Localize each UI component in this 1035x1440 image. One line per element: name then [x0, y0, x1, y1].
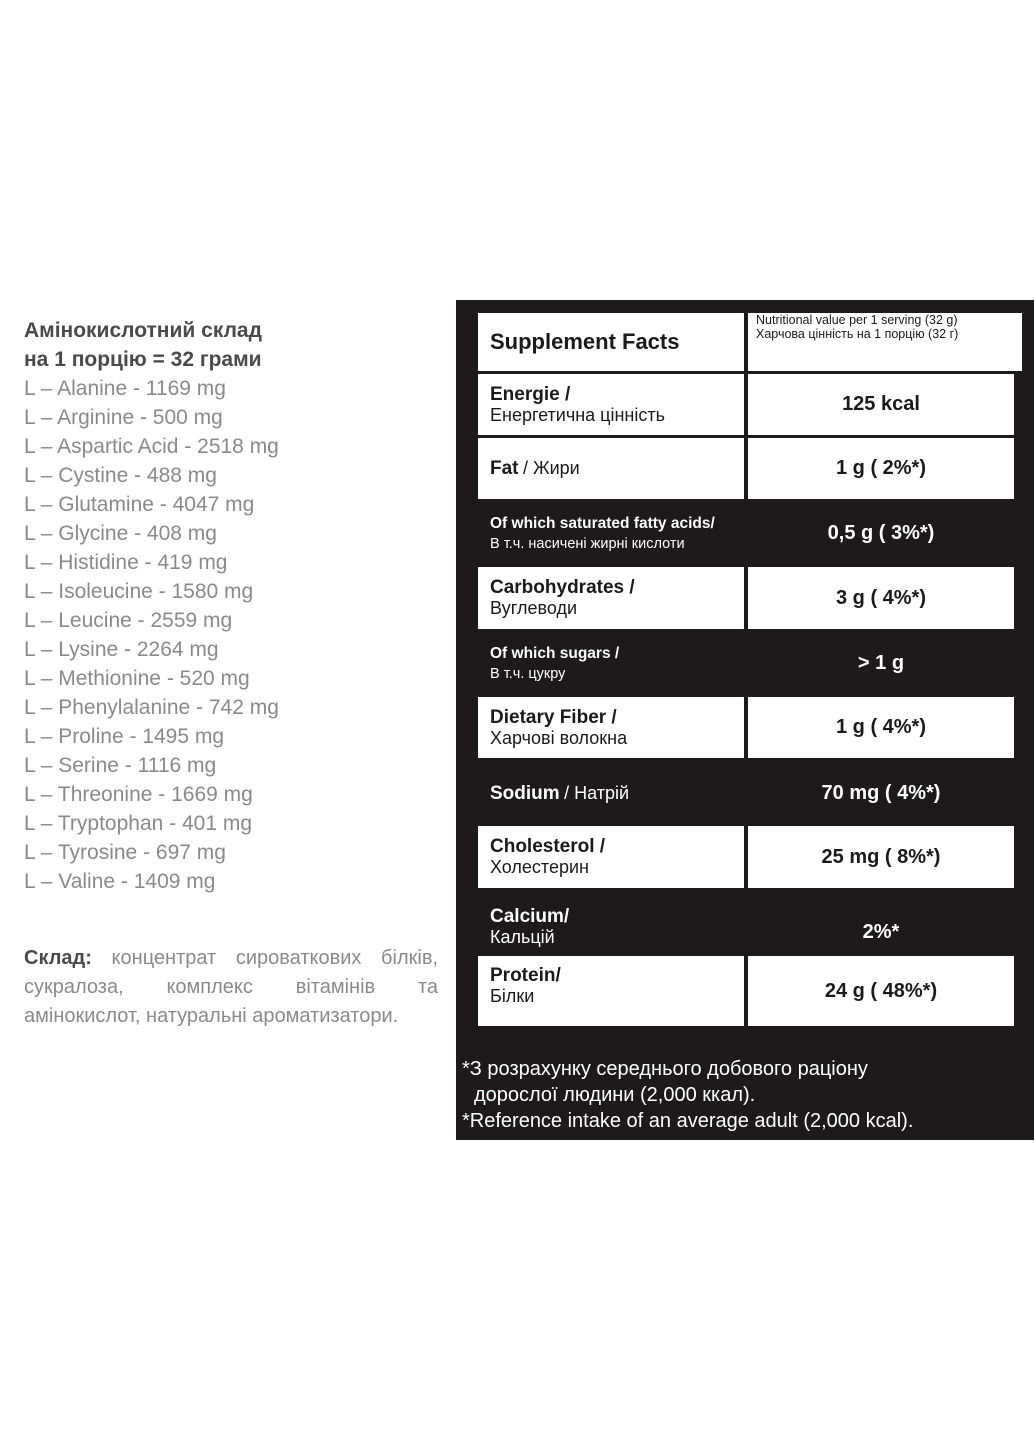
amino-title-line1: Амінокислотний склад: [24, 319, 262, 342]
row-label-ua: Білки: [490, 986, 535, 1006]
row-label-en: Fat: [490, 457, 519, 479]
supplement-facts-panel: [456, 300, 1034, 1140]
row-label-en: Dietary Fiber /: [490, 706, 617, 728]
amino-list: [24, 374, 438, 896]
amino-item: L – Glutamine - 4047 mg: [24, 493, 255, 516]
row-label-en: Calcium/: [490, 906, 570, 927]
row-label-ua: / Жири: [522, 457, 580, 478]
footnote-ua-line2: дорослої людини (2,000 ккал).: [474, 1084, 756, 1106]
facts-row-carbs: [478, 567, 1014, 629]
row-value: 1 g ( 2%*): [835, 457, 927, 479]
row-value: 3 g ( 4%*): [835, 586, 927, 609]
row-label-ua: В т.ч. насичені жирні кислоти: [490, 535, 685, 552]
composition-label: Склад:: [24, 947, 92, 969]
row-value: 25 mg ( 8%*): [821, 845, 941, 868]
amino-item: L – Phenylalanine - 742 mg: [24, 696, 279, 719]
facts-row-protein: [478, 956, 1014, 1026]
row-label-ua: Харчові волокна: [490, 727, 628, 748]
row-value: 1 g ( 4%*): [835, 716, 927, 738]
footnote-en: *Reference intake of an average adult (2,000 kcal).: [462, 1110, 914, 1132]
row-label-en: Of which saturated fatty acids/: [490, 514, 715, 532]
row-label-ua: Вуглеводи: [490, 598, 578, 618]
facts-row-fiber: [478, 697, 1014, 758]
amino-item: L – Proline - 1495 mg: [24, 725, 225, 748]
facts-row-saturated: [478, 503, 1014, 564]
facts-row-cholesterol: [478, 826, 1014, 888]
facts-row-fat: [478, 438, 1014, 499]
row-label-ua: Кальцій: [490, 927, 555, 947]
amino-item: L – Serine - 1116 mg: [24, 754, 217, 777]
footnote-ua-line1: *З розрахунку середнього добового раціону: [462, 1058, 868, 1080]
facts-row-calcium: [478, 896, 1014, 958]
row-value: 2%*: [862, 920, 900, 943]
amino-item: L – Methionine - 520 mg: [24, 667, 250, 690]
composition: [24, 944, 438, 1031]
facts-header-row: [478, 313, 1014, 371]
amino-item: L – Glycine - 408 mg: [24, 522, 217, 545]
amino-item: L – Lysine - 2264 mg: [24, 638, 219, 661]
facts-title: Supplement Facts: [490, 329, 680, 354]
row-label-en: Carbohydrates /: [490, 577, 635, 598]
amino-item: L – Valine - 1409 mg: [24, 870, 216, 893]
amino-item: L – Histidine - 419 mg: [24, 551, 228, 574]
amino-item: L – Tryptophan - 401 mg: [24, 812, 253, 835]
row-value: > 1 g: [857, 652, 905, 674]
facts-row-energy: [478, 374, 1014, 435]
row-label-en: Protein/: [490, 965, 561, 986]
facts-row-sodium: [478, 763, 1014, 824]
row-label-ua: В т.ч. цукру: [490, 665, 566, 682]
facts-row-sugars: [478, 633, 1014, 694]
serving-note-en: Nutritional value per 1 serving (32 g): [756, 313, 958, 327]
amino-item: L – Tyrosine - 697 mg: [24, 841, 226, 864]
amino-item: L – Threonine - 1669 mg: [24, 783, 253, 806]
serving-note-ua: Харчова цінність на 1 порцію (32 г): [756, 327, 959, 341]
amino-title-line2: на 1 порцію = 32 грами: [24, 348, 262, 371]
row-label-ua: Енергетична цінність: [490, 404, 665, 425]
amino-item: L – Aspartic Acid - 2518 mg: [24, 435, 279, 458]
amino-item: L – Isoleucine - 1580 mg: [24, 580, 254, 603]
row-value: 0,5 g ( 3%*): [827, 522, 935, 544]
row-label-en: Energie /: [490, 383, 571, 405]
amino-section: [24, 316, 438, 1031]
row-label-en: Of which sugars /: [490, 644, 620, 662]
row-value: 24 g ( 48%*): [824, 979, 938, 1002]
row-label-ua: Холестерин: [490, 857, 589, 877]
amino-item: L – Arginine - 500 mg: [24, 406, 223, 429]
row-label-ua: / Натрій: [564, 782, 630, 803]
row-value: 125 kcal: [842, 393, 920, 415]
footnote: [462, 1056, 1028, 1134]
composition-text: концентрат сироваткових білків, сукралоза, комплекс вітамінів та амінокислот, натуральні ароматизатори.: [24, 947, 439, 1027]
amino-item: L – Cystine - 488 mg: [24, 464, 217, 487]
row-value: 70 mg ( 4%*): [821, 782, 941, 804]
row-label-en: Sodium: [490, 782, 560, 804]
amino-item: L – Leucine - 2559 mg: [24, 609, 233, 632]
row-label-en: Cholesterol /: [490, 836, 606, 857]
amino-item: L – Alanine - 1169 mg: [24, 377, 226, 400]
